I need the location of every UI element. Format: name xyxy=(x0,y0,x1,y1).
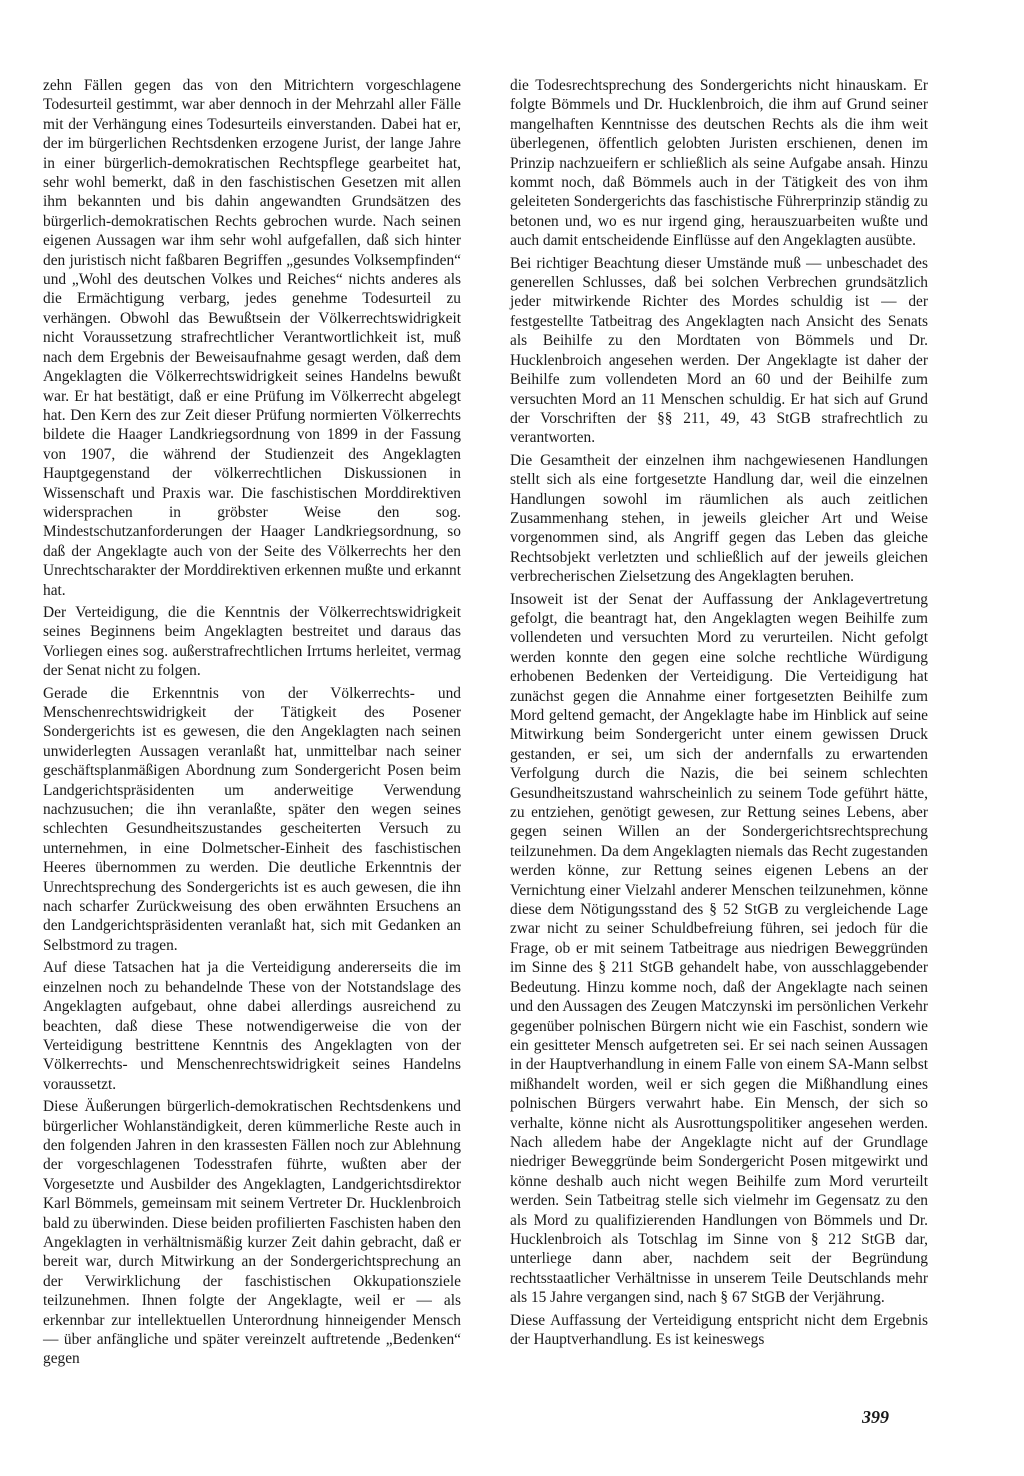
paragraph: Der Verteidigung, die die Kenntnis der Völkerrechtswidrigkeit seines Beginnens beim Angeklagten bestreitet und daraus das Vorliegen eines sog. außerstrafrechtlichen Irrtums herleitet, vermag der Senat nicht zu folgen. xyxy=(43,603,461,680)
paragraph: Gerade die Erkenntnis von der Völkerrechts- und Menschenrechtswidrigkeit der Tätigkeit des Posener Sondergerichts ist es gewesen, die den Angeklagten nach seinen unwiderlegten Aussagen veranlaßt hat, unmittelbar nach seiner geschäftsplanmäßigen Abordnung zum Sondergericht Posen beim Landgerichtspräsidenten um anderweitige Verwendung nachzusuchen; die ihn veranlaßte, später den wegen seines schlechten Gesundheitszustandes gescheiterten Versuch zu unternehmen, in eine Dolmetscher-Einheit des faschistischen Heeres übernommen zu werden. Die deutliche Erkenntnis der Unrechtsprechung des Sondergerichts ist es auch gewesen, die ihn nach scharfer Zurückweisung des oben erwähnten Ersuchens an den Landgerichtspräsidenten veranlaßt hat, sich mit Gedanken an Selbstmord zu tragen. xyxy=(43,684,461,954)
page-number: 399 xyxy=(862,1407,889,1427)
paragraph: Diese Auffassung der Verteidigung entspricht nicht dem Ergebnis der Hauptverhandlung. Es ist keineswegs xyxy=(510,1311,928,1348)
paragraph: zehn Fällen gegen das von den Mitrichtern vorgeschlagene Todesurteil gestimmt, war aber dennoch in der Mehrzahl aller Fälle mit der Verhängung eines Todesurteils einverstanden. Dabei hat er, der im bürgerlichen Rechtsdenken erzogene Jurist, der lange Jahre in einer bürgerlich-demokratischen Rechtspflege gearbeitet hat, sehr wohl bemerkt, daß in den faschistischen Gesetzen mit allen ihm bekannten und bis dahin angewandten Grundsätzen des bürgerlich-demokratischen Rechts gebrochen wurde. Nach seinen eigenen Aussagen war ihm sehr wohl aufgefallen, daß sich hinter den juristisch nicht faßbaren Begriffen „gesundes Volksempfinden“ und „Wohl des deutschen Volkes und Reiches“ nichts anderes als die Ermächtigung verbarg, jedes genehme Todesurteil zu verhängen. Obwohl das Bewußtsein der Völkerrechtswidrigkeit nicht Voraussetzung strafrechtlicher Verantwortlichkeit ist, muß nach dem Ergebnis der Beweisaufnahme gesagt werden, daß dem Angeklagten die Völkerrechtswidrigkeit seines Handelns bewußt war. Er hat bestätigt, daß er eine Prüfung im Völkerrecht abgelegt hat. Den Kern des zur Zeit dieser Prüfung normierten Völkerrechts bildete die Haager Landkriegsordnung von 1899 in der Fassung von 1907, die während der Studienzeit des Angeklagten Hauptgegenstand der völkerrechtlichen Diskussionen in Wissenschaft und Praxis war. Die faschistischen Morddirektiven widersprachen in gröbster Weise den sog. Mindestschutzanforderungen der Haager Landkriegsordnung, so daß der Angeklagte auch von der Seite des Völkerrechts her den Unrechtscharakter der Morddirektiven erkennen mußte und erkannt hat. xyxy=(43,77,461,599)
left-text-column xyxy=(43,76,461,1369)
paragraph: Bei richtiger Beachtung dieser Umstände muß — unbeschadet des generellen Schlusses, daß bei solchen Verbrechen grundsätzlich jeder mitwirkende Richter des Mordes schuldig ist — der festgestellte Tatbeitrag des Angeklagten nach Ansicht des Senats als Beihilfe zu den Mordtaten von Bömmels und Dr. Hucklenbroich angesehen werden. Der Angeklagte ist daher der Beihilfe zum vollendeten Mord an 60 und der Beihilfe zum versuchten Mord an 11 Menschen schuldig. Er hat sich auf Grund der Vorschriften der §§ 211, 49, 43 StGB strafrechtlich zu verantworten. xyxy=(510,254,928,447)
paragraph: Diese Äußerungen bürgerlich-demokratischen Rechtsdenkens und bürgerlicher Wohlanständigkeit, deren kümmerliche Reste auch in den folgenden Jahren in den krassesten Fällen noch zur Ablehnung der vorgeschlagenen Todesstrafen führte, wußten aber der Vorgesetzte und Ausbilder des Angeklagten, Landgerichtsdirektor Karl Bömmels, gemeinsam mit seinem Vertreter Dr. Hucklenbroich bald zu überwinden. Diese beiden profilierten Faschisten haben den Angeklagten in verhältnismäßig kurzer Zeit dahin gebracht, daß er bereit war, durch Mitwirkung an der Sondergerichtsprechung an der Verwirklichung der faschistischen Okkupationsziele teilzunehmen. Ihnen folgte der Angeklagte, weil er — als erkennbar zur intellektuellen Unterordnung hinneigender Mensch — über anfängliche und später vereinzelt auftretende „Bedenken“ gegen xyxy=(43,1098,461,1368)
paragraph: Insoweit ist der Senat der Auffassung der Anklagevertretung gefolgt, die beantragt hat, den Angeklagten wegen Beihilfe zum vollendeten und versuchten Mord zu verurteilen. Nicht gefolgt werden konnte den gegen eine solche rechtliche Würdigung erhobenen Bedenken der Verteidigung. Die Verteidigung hat zunächst gegen die Annahme einer fortgesetzten Beihilfe zum Mord geltend gemacht, der Angeklagte habe im Hinblick auf seine Mitwirkung beim Sondergericht unter einem gewissen Druck gestanden, er sei, um sich der andernfalls zu erwartenden Verfolgung durch die Nazis, die bei seinem schlechten Gesundheitszustand wahrscheinlich zu seinem Tode geführt hätte, zu entziehen, genötigt gewesen, zur Rettung seines Lebens, aber gegen seinen Willen an der Sondergerichtsrechtsprechung teilzunehmen. Da dem Angeklagten niemals das Recht zugestanden werden könne, zur Rettung seines eigenen Lebens an der Vernichtung einer Vielzahl anderer Menschen teilzunehmen, könne diese dem Nötigungsstand des § 52 StGB zu vergleichende Lage zwar nicht zu seiner Schuldbefreiung führen, sei jedoch für die Frage, ob er mit seinem Tatbeitrage aus niedrigen Beweggründen im Sinne des § 211 StGB gehandelt habe, von ausschlaggebender Bedeutung. Hinzu komme noch, daß der Angeklagte nach seinen und den Aussagen des Zeugen Matczynski im persönlichen Verkehr gegenüber polnischen Bürgern nicht wie ein Faschist, sondern wie ein gesitteter Mensch aufgetreten sei. Er sei nach seinen Aussagen in der Hauptverhandlung in einem Falle von einem SA-Mann selbst mißhandelt worden, weil er sich gegen die Mißhandlung eines polnischen Bürgers verwahrt habe. Ein Mensch, der sich so verhalte, könne nicht als Ausrottungspolitiker angesehen werden. Nach alledem habe der Angeklagte nicht auf der Grundlage niedriger Beweggründe beim Sondergericht Posen mitgewirkt und könne deshalb auch nicht wegen Beihilfe zum Mord verurteilt werden. Sein Tatbeitrag stelle sich vielmehr im Gegensatz zu den als Mord zu qualifizierenden Handlungen von Bömmels und Dr. Hucklenbroich als Totschlag im Sinne von § 212 StGB dar, unterliege dann aber, nachdem seit der Begründung rechtsstaatlicher Verhältnisse in unserem Teile Deutschlands mehr als 15 Jahre vergangen sind, nach § 67 StGB der Verjährung. xyxy=(510,590,928,1307)
right-text-column xyxy=(510,76,928,1349)
paragraph: Auf diese Tatsachen hat ja die Verteidigung andererseits die im einzelnen noch zu behandelnde These von der Notstandslage des Angeklagten aufgebaut, ohne dabei allerdings ausreichend zu beachten, daß diese These notwendigerweise die von der Verteidigung bestrittene Kenntnis des Angeklagten von der Völkerrechts- und Menschenrechtswidrigkeit seines Handelns voraussetzt. xyxy=(43,959,461,1093)
paragraph: die Todesrechtsprechung des Sondergerichts nicht hinauskam. Er folgte Bömmels und Dr. Hucklenbroich, die ihm auf Grund seiner mangelhaften Kenntnisse des deutschen Rechts als die ihm weit überlegenen, öffentlich gelobten Juristen erschienen, denen im Prinzip nachzueifern er schließlich als seine Aufgabe ansah. Hinzu kommt noch, daß Bömmels auch in der Tätigkeit des von ihm geleiteten Sondergerichts das faschistische Führerprinzip ständig zu betonen und, wo es nur irgend ging, herauszuarbeiten wußte und auch damit entscheidende Einflüsse auf den Angeklagten ausübte. xyxy=(510,77,928,250)
paragraph: Die Gesamtheit der einzelnen ihm nachgewiesenen Handlungen stellt sich als eine fortgesetzte Handlung dar, weil die einzelnen Handlungen sowohl im räumlichen als auch zeitlichen Zusammenhang stehen, in jeweils gleicher Art und Weise vorgenommen sind, als Angriff gegen das Leben das gleiche Rechtsobjekt verletzten und schließlich auf der jeweils gleichen verbrecherischen Zielsetzung des Angeklagten beruhen. xyxy=(510,451,928,586)
